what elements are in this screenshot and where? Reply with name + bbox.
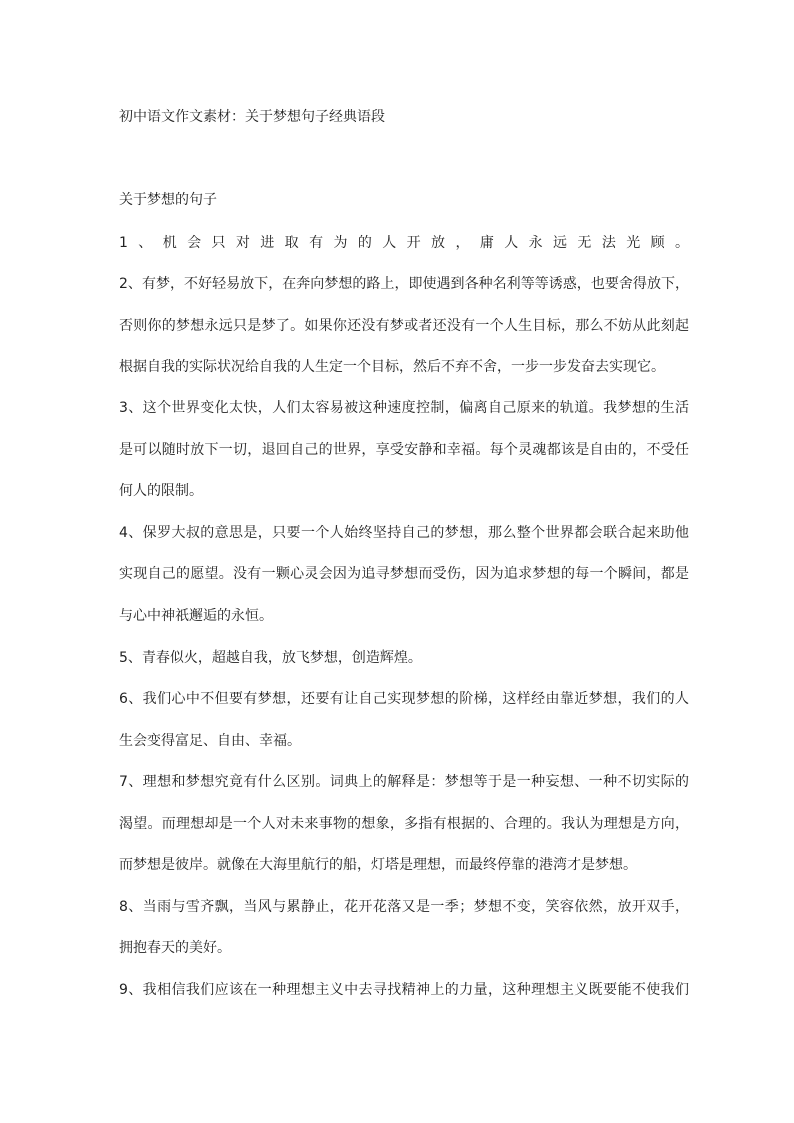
section-heading: 关于梦想的句子	[119, 192, 217, 208]
text-line: 8、当雨与雪齐飘，当风与累静止，花开花落又是一季；梦想不变，笑容依然，放开双手，	[119, 899, 689, 915]
text-line: 4、保罗大叔的意思是，只要一个人始终坚持自己的梦想，那么整个世界都会联合起来助他	[119, 525, 689, 541]
text-line: 而梦想是彼岸。就像在大海里航行的船，灯塔是理想，而最终停靠的港湾才是梦想。	[119, 857, 637, 873]
text-line: 5、青春似火，超越自我，放飞梦想，创造辉煌。	[119, 650, 422, 666]
text-line: 根据自我的实际状况给自我的人生定一个目标，然后不弃不舍，一步一步发奋去实现它。	[119, 359, 665, 375]
document-title: 初中语文作文素材：关于梦想句子经典语段	[119, 109, 385, 125]
text-line: 2、有梦，不好轻易放下，在奔向梦想的路上，即使遇到各种名利等等诱惑，也要舍得放下，	[119, 276, 689, 292]
text-line: 渴望。而理想却是一个人对未来事物的想象，多指有根据的、合理的。我认为理想是方向，	[119, 816, 689, 832]
text-line: 7、理想和梦想究竟有什么区别。词典上的解释是：梦想等于是一种妄想、一种不切实际的	[119, 774, 689, 790]
text-line: 实现自己的愿望。没有一颗心灵会因为追寻梦想而受伤，因为追求梦想的每一个瞬间，都是	[119, 566, 689, 582]
text-line: 1、机会只对进取有为的人开放，庸人永远无法光顾。	[119, 235, 689, 251]
text-line: 与心中神祇邂逅的永恒。	[119, 608, 273, 624]
text-line: 生会变得富足、自由、幸福。	[119, 733, 301, 749]
text-line: 3、这个世界变化太快，人们太容易被这种速度控制，偏离自己原来的轨道。我梦想的生活	[119, 400, 689, 416]
text-line: 否则你的梦想永远只是梦了。如果你还没有梦或者还没有一个人生目标，那么不妨从此刻起	[119, 318, 689, 334]
text-line: 9、我相信我们应该在一种理想主义中去寻找精神上的力量，这种理想主义既要能不使我们	[119, 982, 689, 998]
text-line: 6、我们心中不但要有梦想，还要有让自己实现梦想的阶梯，这样经由靠近梦想，我们的人	[119, 691, 689, 707]
text-line: 何人的限制。	[119, 483, 203, 499]
text-line: 是可以随时放下一切，退回自己的世界，享受安静和幸福。每个灵魂都该是自由的，不受任	[119, 442, 689, 458]
text-line: 拥抱春天的美好。	[119, 940, 231, 956]
